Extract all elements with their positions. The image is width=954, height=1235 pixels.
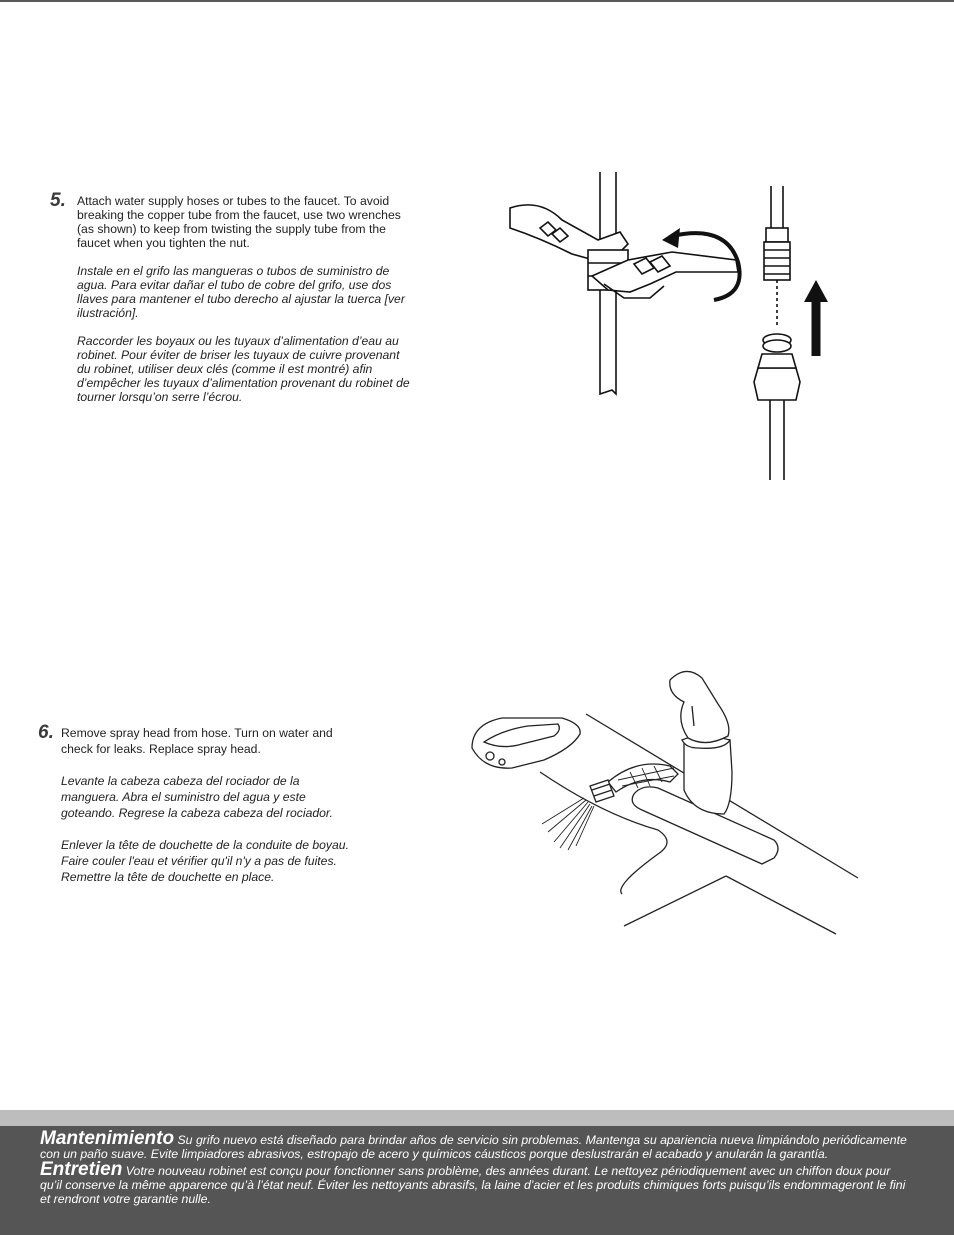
step-6-text-es: Levante la cabeza cabeza del rociador de la manguera. Abra el suministro del agua y este goteando. Regrese la cabeza cabeza del rociador. xyxy=(61,774,333,820)
step-5-text-fr: Raccorder les boyaux ou les tuyaux d’alimentation d’eau au robinet. Pour éviter de briser les tuyaux de cuivre provenant du robinet, utiliser deux clés (comme il est montré) afin d’empêcher les tuyaux d’alimentation provenant du robinet de tourner lorsqu’on serre l’écrou. xyxy=(77,334,410,404)
faucet-handle xyxy=(670,671,729,742)
step-5-text-en: Attach water supply hoses or tubes to the faucet. To avoid breaking the copper tube from the faucet, use two wrenches (as shown) to keep from twisting the supply tube from the faucet when you tighten the nut. xyxy=(77,194,401,250)
footer-top-strip xyxy=(0,1110,954,1126)
step-6-body xyxy=(61,725,350,901)
step-5-number: 5. xyxy=(50,190,66,211)
faucet-illustration xyxy=(462,664,882,939)
wrench-illustration xyxy=(500,168,830,483)
step-5-text-es: Instale en el grifo las mangueras o tubos de suministro de agua. Para evitar dañar el tubo de cobre del grifo, use dos llaves para mantener el tubo derecho al ajustar la tuerca [ver ilustración]. xyxy=(77,264,405,320)
step-5-body xyxy=(77,194,415,418)
footer-fr-heading: Entretien xyxy=(40,1159,123,1180)
footer-fr xyxy=(40,1159,914,1206)
coupling-nut xyxy=(754,368,800,400)
step-6-number: 6. xyxy=(38,722,54,743)
footer-es-heading: Mantenimiento xyxy=(40,1128,175,1149)
step-6-text-fr: Enlever la tête de douchette de la conduite de boyau. Faire couler l'eau et vérifier qu'il n'y a pas de fuites. Remettre la tête de douchette en place. xyxy=(61,838,349,884)
footer-es-text: Su grifo nuevo está diseñado para brindar años de servicio sin problemas. Mantenga su apariencia nueva limpiándolo periódicamente con un paño suave. Evite limpiadores abrasivos, estropajo de acero y químicos cáusticos porque deslustrarán el acabado y anularán la garantía. xyxy=(40,1133,907,1161)
footer-es xyxy=(40,1128,914,1161)
right-tube xyxy=(771,186,783,228)
maintenance-footer xyxy=(0,1126,954,1235)
top-rule xyxy=(0,0,954,2)
supply-hose xyxy=(770,400,784,480)
water-spray xyxy=(542,798,594,850)
up-arrowhead xyxy=(804,280,828,302)
footer-fr-text: Votre nouveau robinet est conçu pour fonctionner sans problème, des années durant. Le nettoyez périodiquement avec un chiffon doux pour qu’il conserve la même apparence qu’à l’état neuf. Éviter les nettoyants abrasifs, la laine d’acier et les produits chimiques forts puisqu’ils endommageront le fini et rendront votre garantie nulle. xyxy=(40,1164,906,1206)
step-6-text-en: Remove spray head from hose. Turn on water and check for leaks. Replace spray head. xyxy=(61,726,333,756)
rotation-arrowhead xyxy=(662,228,680,248)
